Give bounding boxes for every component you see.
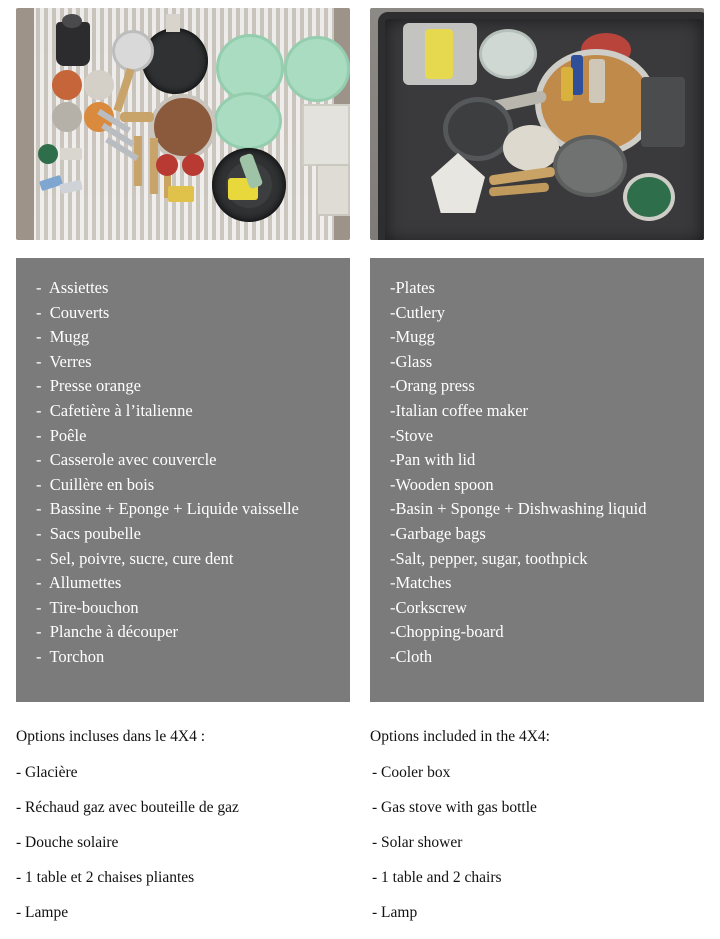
list-item: -Corkscrew xyxy=(390,597,467,617)
options-english-heading: Options included in the 4X4: xyxy=(370,728,550,745)
italian-coffee-maker xyxy=(56,22,90,66)
white-bottle xyxy=(589,59,605,103)
coffee-maker-lid xyxy=(62,14,82,28)
mug-grey-1 xyxy=(52,102,82,132)
pan-handle-top xyxy=(166,14,180,32)
mug-orange-1 xyxy=(52,70,82,100)
list-item: - Verres xyxy=(36,351,92,371)
list-item: -Stove xyxy=(390,425,434,445)
list-item: - Bassine + Eponge + Liquide vaisselle xyxy=(36,499,299,519)
list-item: - Torchon xyxy=(36,646,105,666)
list-item: - Mugg xyxy=(36,327,90,347)
list-item: - Cuillère en bois xyxy=(36,474,155,494)
list-item: - Glacière xyxy=(16,764,78,781)
grater-disc xyxy=(112,30,154,72)
list-item: - Planche à découper xyxy=(36,622,179,642)
italian-coffee-maker xyxy=(431,153,485,213)
options-french xyxy=(16,728,350,922)
list-item: - Assiettes xyxy=(36,278,109,297)
green-plate-2 xyxy=(284,36,350,102)
list-item: - Cooler box xyxy=(372,764,451,781)
list-item: -Cutlery xyxy=(390,302,445,322)
list-item: - Réchaud gaz avec bouteille de gaz xyxy=(16,799,239,816)
options-french-items xyxy=(16,764,350,922)
list-item: -Salt, pepper, sugar, toothpick xyxy=(390,548,588,568)
equipment-list-english xyxy=(370,258,704,702)
list-item: - Douche solaire xyxy=(16,834,119,851)
list-item: - Solar shower xyxy=(372,834,463,851)
equipment-list-english-items xyxy=(390,276,684,670)
mug-white-1 xyxy=(84,70,114,100)
kitchen-equipment-in-crate-photo xyxy=(370,8,704,240)
list-item: -Garbage bags xyxy=(390,523,486,543)
red-lid-1 xyxy=(156,154,178,176)
list-item: -Basin + Sponge + Dishwashing liquid xyxy=(390,499,647,519)
list-item: - Allumettes xyxy=(36,573,122,593)
list-item: - Sel, poivre, sucre, cure dent xyxy=(36,548,234,568)
list-item: - Presse orange xyxy=(36,376,141,396)
list-item: -Pan with lid xyxy=(390,450,476,470)
yellow-item xyxy=(425,29,453,79)
red-lid-2 xyxy=(182,154,204,176)
column-english xyxy=(370,8,704,939)
dark-pot xyxy=(553,135,627,197)
saucepan-handle xyxy=(120,112,154,122)
corkscrew xyxy=(59,180,83,194)
list-item: -Chopping-board xyxy=(390,622,504,642)
equipment-list-french-items xyxy=(36,276,330,670)
list-item: - Couverts xyxy=(36,302,110,322)
list-item: -Glass xyxy=(390,351,433,371)
list-item: - Lampe xyxy=(16,904,69,921)
frying-pan-dark xyxy=(142,28,208,94)
dark-box xyxy=(641,77,685,147)
green-tin xyxy=(623,173,675,221)
kitchen-equipment-laid-out-photo xyxy=(16,8,350,240)
chopping-board xyxy=(302,104,350,166)
equipment-list-french xyxy=(16,258,350,702)
list-item: -Cloth xyxy=(390,646,433,666)
options-french-heading: Options incluses dans le 4X4 : xyxy=(16,728,205,745)
list-item: - Lamp xyxy=(372,904,418,921)
options-english-items xyxy=(370,764,704,922)
list-item: -Italian coffee maker xyxy=(390,400,529,420)
wooden-spoon xyxy=(113,68,134,112)
bottle-cap-green xyxy=(38,144,58,164)
matchbox xyxy=(168,186,194,202)
list-item: - Cafetière à l’italienne xyxy=(36,400,193,420)
list-item: - 1 table and 2 chairs xyxy=(372,869,502,886)
list-item: - Sacs poubelle xyxy=(36,523,141,543)
saucepan xyxy=(150,94,216,160)
small-box xyxy=(60,148,82,160)
options-english xyxy=(370,728,704,922)
paper-packet xyxy=(316,164,350,216)
bowl-light xyxy=(479,29,537,79)
list-item: - Poêle xyxy=(36,425,87,445)
list-item: -Mugg xyxy=(390,327,435,347)
list-item: -Wooden spoon xyxy=(390,474,494,494)
list-item: -Plates xyxy=(390,278,435,297)
wooden-utensil-2 xyxy=(489,182,550,196)
yellow-bottle xyxy=(561,67,573,101)
plastic-crate xyxy=(378,12,704,240)
column-french xyxy=(16,8,350,939)
list-item: - Gas stove with gas bottle xyxy=(372,799,537,816)
two-column-layout xyxy=(16,8,704,939)
list-item: - Tire-bouchon xyxy=(36,597,139,617)
list-item: -Orang press xyxy=(390,376,475,396)
plate-stack xyxy=(503,125,559,171)
list-item: - 1 table et 2 chaises pliantes xyxy=(16,869,195,886)
green-plate-3 xyxy=(214,92,282,150)
list-item: - Casserole avec couvercle xyxy=(36,450,217,470)
list-item: -Matches xyxy=(390,573,452,593)
